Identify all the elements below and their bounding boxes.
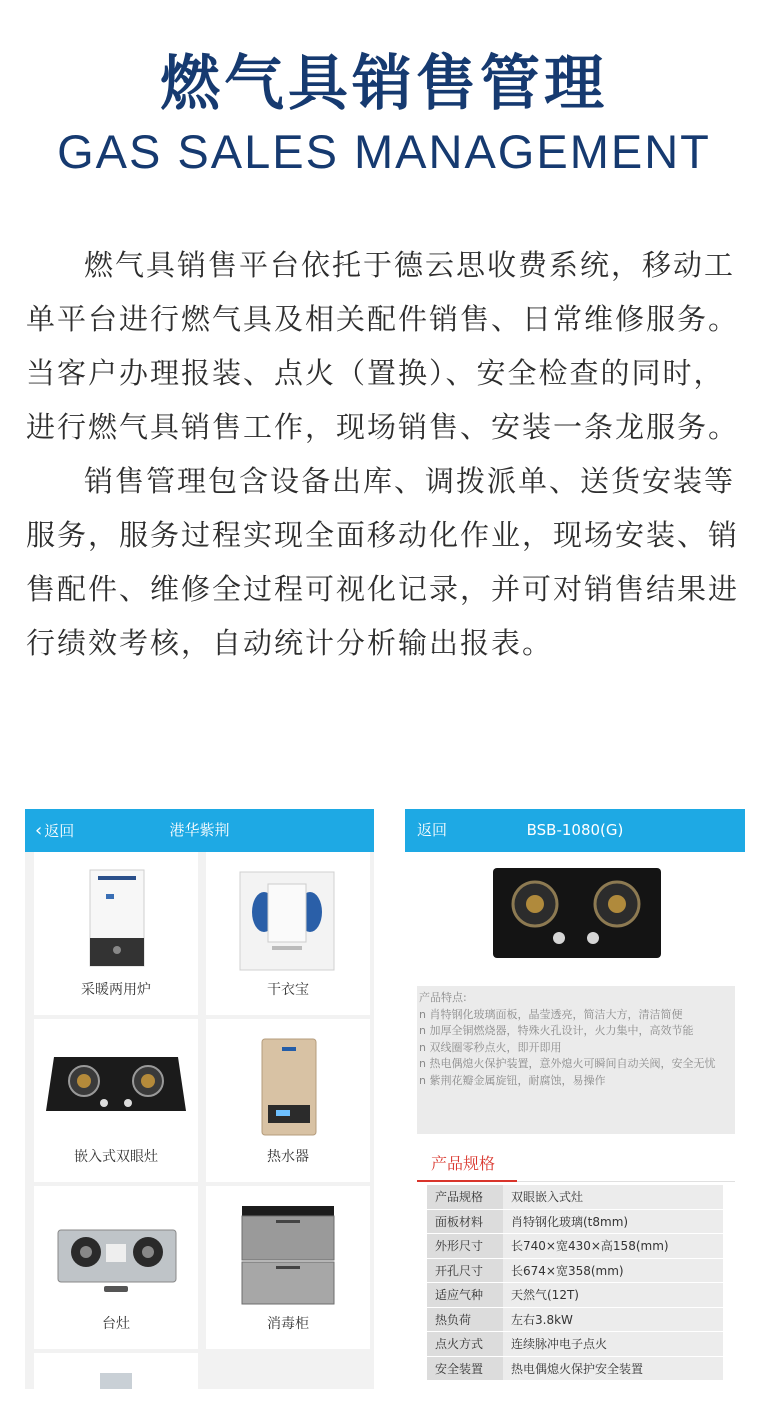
- page-subtitle: GAS SALES MANAGEMENT: [57, 125, 711, 178]
- product-label: 采暖两用炉: [81, 982, 151, 998]
- spec-value: 肖特钢化玻璃(t8mm): [503, 1209, 723, 1234]
- spec-value: 双眼嵌入式灶: [503, 1185, 723, 1209]
- spec-value: 天然气(12T): [503, 1283, 723, 1308]
- product-hero: [405, 852, 745, 977]
- spec-key: 开孔尺寸: [427, 1258, 503, 1283]
- intro-paragraph-2: 销售管理包含设备出库、调拨派单、送货安装等服务，服务过程实现全面移动化作业，现场安装、销售配件、维修全过程可视化记录，并可对销售结果进行绩效考核，自动统计分析输出报表。: [26, 464, 740, 660]
- nav-title: 港华紫荆: [169, 821, 230, 839]
- table-row: [427, 1332, 723, 1357]
- spec-key: 安全装置: [427, 1356, 503, 1381]
- nav-bar: [405, 809, 745, 852]
- spec-value: 连续脉冲电子点火: [503, 1332, 723, 1357]
- feature-item: n 紫荆花瓣金属旋钮，耐腐蚀，易操作: [419, 1073, 606, 1087]
- spec-key: 适应气种: [427, 1283, 503, 1308]
- wall-boiler-image: [34, 866, 198, 976]
- table-row: [427, 1234, 723, 1259]
- table-row: [427, 1185, 723, 1209]
- nav-title: BSB-1080(G): [526, 821, 624, 839]
- product-label: 台灶: [102, 1316, 130, 1332]
- tab-specs[interactable]: 产品规格: [431, 1154, 496, 1173]
- intro-paragraph-1: 燃气具销售平台依托于德云思收费系统，移动工单平台进行燃气具及相关配件销售、日常维修服务。当客户办理报装、点火（置换）、安全检查的同时，进行燃气具销售工作，现场销售、安装一条龙服务。: [26, 248, 740, 444]
- table-row: [427, 1258, 723, 1283]
- table-stove-image: [34, 1200, 198, 1310]
- disinfection-cabinet-image: [206, 1200, 370, 1310]
- spec-value: 长674×宽358(mm): [503, 1258, 723, 1283]
- spec-key: 热负荷: [427, 1307, 503, 1332]
- spec-key: 产品规格: [427, 1185, 503, 1209]
- spec-value: 长740×宽430×高158(mm): [503, 1234, 723, 1259]
- product-detail-screen: [405, 809, 745, 1389]
- back-button[interactable]: 返回: [417, 821, 448, 839]
- feature-item: n 双线圈零秒点火，即开即用: [419, 1040, 562, 1054]
- tab-underline: [417, 1180, 517, 1182]
- product-item-disinfection-cabinet[interactable]: [206, 1186, 370, 1349]
- spec-key: 面板材料: [427, 1209, 503, 1234]
- product-image-partial: [34, 1367, 198, 1389]
- product-item-table-stove[interactable]: [34, 1186, 198, 1349]
- dryer-image: [206, 866, 370, 976]
- feature-item: n 肖特钢化玻璃面板，晶莹透亮，简洁大方，清洁简便: [419, 1007, 683, 1021]
- product-label: 消毒柜: [267, 1316, 309, 1332]
- spec-tab-bar: [417, 1143, 735, 1183]
- nav-bar: [25, 809, 374, 852]
- spec-key: 外形尺寸: [427, 1234, 503, 1259]
- feature-item: n 热电偶熄火保护装置，意外熄火可瞬间自动关阀，安全无忧: [419, 1057, 716, 1070]
- product-list-screen: [25, 809, 374, 1389]
- spec-table: [427, 1185, 723, 1381]
- hob-product-image: [405, 852, 745, 977]
- spec-value: 左右3.8kW: [503, 1307, 723, 1332]
- table-row: [427, 1356, 723, 1381]
- table-row: [427, 1307, 723, 1332]
- product-label: 干衣宝: [267, 982, 309, 998]
- product-item-water-heater[interactable]: [206, 1019, 370, 1182]
- product-item-built-in-hob[interactable]: [34, 1019, 198, 1182]
- intro-text: [26, 238, 746, 670]
- product-item-partial[interactable]: [34, 1353, 198, 1389]
- water-heater-image: [206, 1033, 370, 1143]
- back-label: 返回: [44, 822, 75, 840]
- feature-list: [417, 986, 735, 1134]
- built-in-hob-image: [34, 1033, 198, 1143]
- product-item-dryer[interactable]: [206, 852, 370, 1015]
- product-item-heater-boiler[interactable]: [34, 852, 198, 1015]
- table-row: [427, 1283, 723, 1308]
- features-title: 产品特点:: [419, 991, 467, 1004]
- product-label: 嵌入式双眼灶: [74, 1149, 158, 1165]
- spec-value: 热电偶熄火保护安全装置: [503, 1356, 723, 1381]
- product-label: 热水器: [267, 1149, 309, 1165]
- spec-key: 点火方式: [427, 1332, 503, 1357]
- chevron-left-icon: ‹: [35, 820, 43, 841]
- feature-item: n 加厚全铜燃烧器，特殊火孔设计，火力集中，高效节能: [419, 1024, 694, 1037]
- table-row: [427, 1209, 723, 1234]
- page-title: 燃气具销售管理: [160, 49, 608, 119]
